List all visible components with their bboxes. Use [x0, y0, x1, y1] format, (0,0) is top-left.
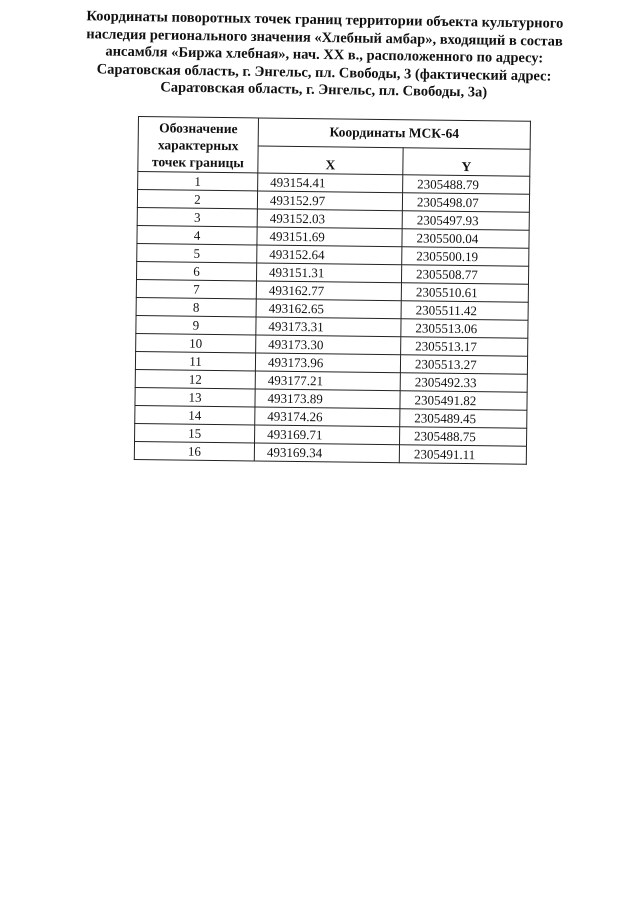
title-line-2: наследия регионального значения «Хлебный амбар», входящий в состав — [86, 25, 563, 50]
point-header-line-1: Обозначение — [159, 119, 238, 136]
point-number-cell: 1 — [138, 172, 258, 191]
y-coordinate-cell: 2305513.17 — [401, 337, 528, 357]
y-coordinate-cell: 2305497.93 — [402, 211, 529, 231]
y-coordinate-cell: 2305488.79 — [403, 175, 530, 195]
point-number-cell: 6 — [137, 261, 257, 280]
point-number-cell: 12 — [135, 369, 255, 388]
y-coordinate-cell: 2305491.11 — [399, 445, 526, 465]
y-coordinate-cell: 2305513.06 — [401, 319, 528, 339]
point-number-cell: 7 — [136, 279, 256, 298]
x-coordinate-cell: 493173.31 — [256, 317, 401, 337]
x-coordinate-cell: 493151.31 — [256, 263, 401, 283]
table-header-row-1 — [138, 117, 530, 149]
x-coordinate-cell: 493174.26 — [255, 407, 400, 427]
title-line-1: Координаты поворотных точек границ территории объекта культурного — [86, 8, 564, 32]
point-number-cell: 4 — [137, 225, 257, 244]
x-coordinate-cell: 493152.03 — [257, 209, 402, 229]
y-column-header: Y — [403, 147, 530, 176]
point-header-line-3: точек границы — [151, 153, 244, 170]
point-number-cell: 8 — [136, 297, 256, 316]
y-coordinate-cell: 2305500.19 — [402, 247, 529, 267]
x-coordinate-cell: 493162.77 — [256, 281, 401, 301]
point-number-cell: 3 — [137, 207, 257, 226]
x-coordinate-cell: 493177.21 — [255, 371, 400, 391]
y-coordinate-cell: 2305511.42 — [401, 301, 528, 321]
point-number-cell: 9 — [136, 315, 256, 334]
point-number-cell: 11 — [135, 351, 255, 370]
y-coordinate-cell: 2305498.07 — [402, 193, 529, 213]
y-coordinate-cell: 2305500.04 — [402, 229, 529, 249]
coordinates-group-header: Координаты МСК-64 — [258, 118, 530, 149]
coordinates-table-body — [134, 172, 529, 465]
coordinates-table — [134, 116, 531, 465]
table-row — [134, 441, 526, 464]
x-column-header: X — [258, 145, 403, 174]
y-coordinate-cell: 2305492.33 — [400, 373, 527, 393]
point-number-cell: 14 — [135, 405, 255, 424]
title-line-5: Саратовская область, г. Энгельс, пл. Свободы, 3а) — [160, 79, 488, 101]
point-number-cell: 16 — [134, 441, 254, 460]
x-coordinate-cell: 493169.71 — [255, 425, 400, 445]
point-number-cell: 10 — [136, 333, 256, 352]
x-coordinate-cell: 493173.89 — [255, 389, 400, 409]
x-coordinate-cell: 493152.64 — [257, 245, 402, 265]
point-number-cell: 13 — [135, 387, 255, 406]
x-coordinate-cell: 493173.30 — [256, 335, 401, 355]
x-coordinate-cell: 493173.96 — [255, 353, 400, 373]
x-coordinate-cell: 493151.69 — [257, 227, 402, 247]
title-line-4: Саратовская область, г. Энгельс, пл. Свободы, 3 (фактический адрес: — [96, 60, 552, 85]
point-number-cell: 15 — [135, 423, 255, 442]
y-coordinate-cell: 2305510.61 — [401, 283, 528, 303]
document-title — [69, 8, 580, 103]
x-coordinate-cell: 493152.97 — [257, 191, 402, 211]
y-coordinate-cell: 2305489.45 — [400, 409, 527, 429]
point-number-cell: 2 — [137, 190, 257, 209]
x-coordinate-cell: 493169.34 — [254, 443, 399, 463]
y-coordinate-cell: 2305488.75 — [400, 427, 527, 447]
y-coordinate-cell: 2305491.82 — [400, 391, 527, 411]
x-coordinate-cell: 493154.41 — [258, 173, 403, 193]
title-line-3: ансамбля «Биржа хлебная», нач. XX в., расположенного по адресу: — [105, 43, 544, 67]
point-designation-header — [138, 117, 259, 173]
x-coordinate-cell: 493162.65 — [256, 299, 401, 319]
point-number-cell: 5 — [137, 243, 257, 262]
point-header-line-2: характерных — [157, 136, 239, 153]
y-coordinate-cell: 2305513.27 — [400, 355, 527, 375]
y-coordinate-cell: 2305508.77 — [401, 265, 528, 285]
